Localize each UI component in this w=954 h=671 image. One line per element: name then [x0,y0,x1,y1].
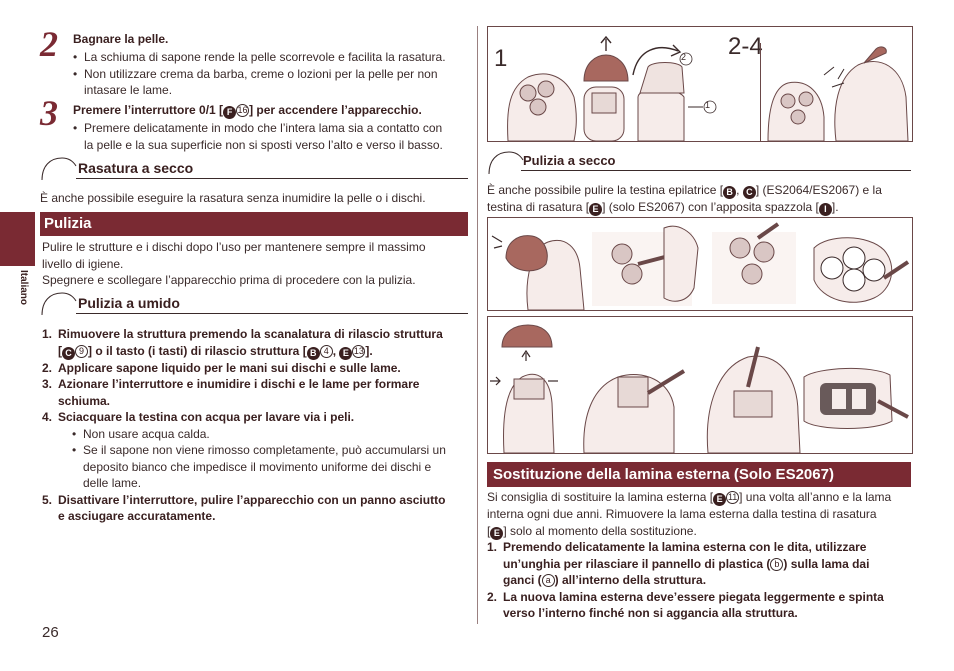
step2-bullet-2: • Non utilizzare crema da barba, creme o lozioni per la pelle per non [73,66,468,83]
step3-title [73,103,422,119]
ref-badge-e: E [713,493,726,506]
section-hook-icon [487,150,527,176]
replace-step-2-num: 2. [487,589,498,604]
wet-bullet-1: • Non usare acqua calda. [72,426,472,443]
ref-circle-16: 16 [237,105,248,115]
replace-title: Sostituzione della lamina esterna (Solo ES2067) [493,466,834,483]
ref-badge-b: B [307,347,320,360]
wet-step-5-num: 5. [42,492,53,507]
ref-badge-e: E [589,203,602,216]
callout-circle-1: 1 [705,100,711,110]
ref-circle-11: 11 [727,492,738,502]
page-number: 26 [42,624,59,641]
replace-step-1-line1: Premendo delicatamente la lamina esterna con le dita, utilizzare [503,540,867,554]
replace-step-1-l2b: ) sulla lama dai [783,556,870,571]
wet-step-4-num: 4. [42,410,53,424]
wet-clean-title: Pulizia a umido [78,295,180,311]
replace-line-3 [487,523,911,540]
step-number-3: 3 [40,93,58,133]
replace-step-1-l2a: un’unghia per rilasciare il pannello di plastica ( [503,556,771,571]
wet-step-1-l2d: ]. [365,343,373,358]
replace-line-1 [487,489,911,506]
cleaning-line-1: Pulire le strutture e i dischi dopo l’uso per mantenere sempre il massimo [42,240,426,254]
step2-bullet-1: • La schiuma di sapone rende la pelle scorrevole e facilita la rasatura. [73,49,468,66]
ref-badge-c: C [743,186,756,199]
wet-step-4-bullets [42,426,472,492]
dry-clean-line-1 [487,182,911,199]
section-hook-icon [40,291,80,317]
dry-shave-title: Rasatura a secco [78,160,194,176]
language-tab [18,264,38,314]
replace-l1a: Si consiglia di sostituire la lamina esterna [ [487,490,714,504]
step3-bullets [73,120,468,153]
wet-step-5-text-cont: e asciugare accuratamente. [58,509,216,523]
ref-badge-f: F [223,106,236,119]
ref-circle-4: 4 [320,345,333,358]
ref-badge-e: E [490,527,503,540]
ref-circle-a: a [542,574,555,587]
ref-badge-i: I [819,203,832,216]
figure-dry-cleaning-2 [487,316,913,454]
cleaning-title: Pulizia [44,215,92,232]
dry-shave-text: È anche possibile eseguire la rasatura senza inumidire la pelle o i dischi. [40,191,426,205]
wet-step-3-text-cont: schiuma. [58,393,111,408]
figure-dry-cleaning-1 [487,217,913,311]
callout-circle-2: 2 [681,52,687,62]
figure-label-2-4: 2-4 [728,33,763,60]
dry-clean-l1b: , [736,183,743,197]
replace-l3b: ] solo al momento della sostituzione. [503,523,697,538]
dry-clean-l1a: È anche possibile pulire la testina epilatrice [ [487,183,724,197]
wet-clean-header [40,291,468,317]
step3-bullet-1-cont: la pelle e la sua superficie non si sposti verso l’alto e verso il basso. [84,137,443,152]
dry-clean-l2b: ] (solo ES2067) con l’apposita spazzola [ [602,200,819,214]
wet-step-3-num: 3. [42,377,53,391]
brush-illustration-2 [488,317,912,453]
step2-bullets [73,49,468,99]
wet-clean-rule [76,313,468,314]
column-divider [477,26,478,624]
replace-step-1 [487,539,911,556]
wet-step-5 [42,492,470,509]
shaver-illustration-1 [488,27,912,141]
dry-clean-l2a: testina di rasatura [ [487,200,590,214]
wet-bullet-2-cont1: deposito bianco che impedisce il movimento uniforme dei dischi e [83,459,432,474]
replace-step-1-l3b: ) all’interno della struttura. [554,573,707,587]
cleaning-line-3: Spegnere e scollegare l’apparecchio prima di procedere con la pulizia. [42,273,416,287]
replace-step-2-line1: La nuova lamina esterna deve’essere piegata leggermente e spinta [503,589,884,604]
wet-step-1-l2a: [ [58,343,62,358]
wet-step-5-text: Disattivare l’interruttore, pulire l’apparecchio con un panno asciutto [58,492,446,507]
wet-step-1-line2 [42,343,470,360]
replace-step-1-num: 1. [487,540,498,554]
wet-step-2 [42,360,470,377]
step-number-2: 2 [40,24,58,64]
brush-illustration-1 [488,218,912,310]
wet-bullet-2: • Se il sapone non viene rimosso completamente, può accumularsi un [72,442,472,459]
replace-line-2: interna ogni due anni. Rimuovere la lama esterna dalla testina di rasatura [487,507,877,521]
step3-bullet-1: • Premere delicatamente in modo che l’intera lama sia a contatto con [73,120,468,137]
section-hook-icon [40,156,80,182]
wet-step-3-text: Azionare l’interruttore e inumidire i dischi e le lame per formare [58,377,420,391]
dry-clean-text [487,182,911,216]
step2-bullet-2-cont: intasare le lame. [84,83,173,97]
replace-step-2 [487,589,911,606]
language-tab-marker [0,212,35,266]
dry-shave-rule [76,178,468,179]
cleaning-line-2: livello di igiene. [42,256,124,271]
wet-step-3 [42,376,470,393]
figure-label-1: 1 [494,45,508,72]
wet-step-2-text: Applicare sapone liquido per le mani sui dischi e sulle lame. [58,360,401,375]
language-tab-label: Italiano [18,269,30,306]
wet-step-1-l2c: , [332,343,340,358]
ref-circle-b: b [770,558,783,571]
dry-clean-rule [521,170,911,171]
replace-section-bar [487,462,911,487]
wet-step-1-num: 1. [42,327,53,341]
replace-step-1-line2 [487,556,911,573]
replace-step-1-l3a: ganci ( [503,573,542,587]
wet-step-1-l2b: ] o il tasto (i tasti) di rilascio struttura [ [88,343,307,358]
replace-step-2-line2: verso l’interno finché non si aggancia alla struttura. [503,606,798,620]
dry-clean-line-2 [487,199,911,216]
dry-clean-header [487,150,911,176]
wet-step-4 [42,409,470,426]
step3-title-a: Premere l’interruttore 0/1 [ [73,103,224,117]
ref-circle-9: 9 [75,345,88,358]
ref-badge-e: E [339,347,352,360]
replace-l3a: [ [487,523,491,538]
dry-clean-title: Pulizia a secco [523,153,616,168]
step3-title-b: ] per accendere l’apparecchio. [249,103,422,117]
ref-badge-b: B [723,186,736,199]
replace-steps [487,539,911,622]
wet-clean-steps [42,326,470,525]
ref-badge-c: C [62,347,75,360]
replace-intro [487,489,911,540]
wet-step-2-num: 2. [42,360,53,375]
replace-l1b: ] una volta all’anno e la lama [739,490,892,504]
dry-clean-l1c: ] (ES2064/ES2067) e la [755,183,882,197]
dry-clean-l2c: ]. [831,200,839,214]
replace-step-1-line3 [487,572,911,589]
figure-wet-cleaning [487,26,913,142]
wet-bullet-2-cont2: delle lame. [83,476,142,490]
wet-step-1 [42,326,470,343]
wet-step-4-text: Sciacquare la testina con acqua per lavare via i peli. [58,410,355,424]
dry-shave-header [40,156,468,182]
cleaning-intro [42,239,468,289]
step2-title: Bagnare la pelle. [73,32,169,46]
cleaning-section-bar [40,212,468,236]
ref-circle-13: 13 [353,345,364,356]
wet-step-1-line1: Rimuovere la struttura premendo la scanalatura di rilascio struttura [58,327,443,341]
